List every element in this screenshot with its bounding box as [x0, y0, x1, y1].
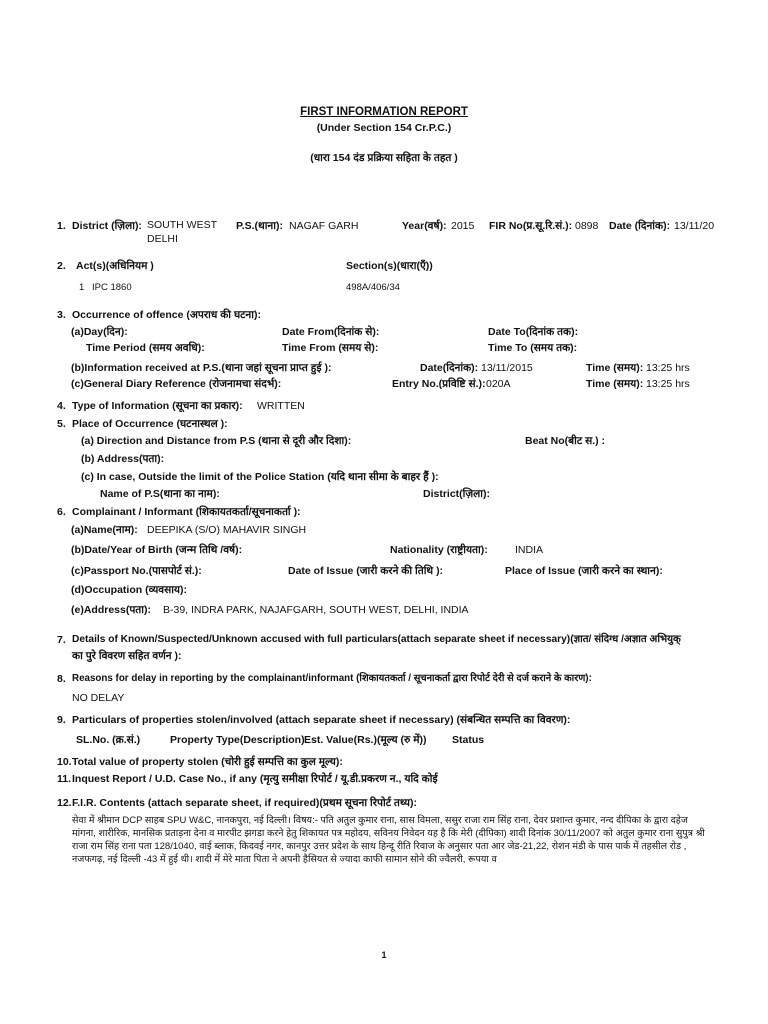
acts-label: Act(s)(अधिनियम ) [76, 260, 154, 272]
document-subtitle-hindi: (धारा 154 दंड प्रक्रिया सहिता के तहत ) [310, 152, 458, 164]
info-type-label: Type of Information (सूचना का प्रकार): [72, 400, 243, 412]
info-date-label: Date(दिनांक): [420, 362, 479, 374]
gd-reference-label: (c)General Diary Reference (रोजनामचा संदर्भ): [71, 378, 282, 390]
entry-number-value: 020A [486, 378, 511, 390]
delay-reason-value: NO DELAY [72, 692, 125, 704]
time-period-label: Time Period (समय अवधि): [86, 342, 205, 354]
section-3-number: 3. [57, 309, 66, 321]
year-label: Year(वर्ष): [402, 220, 447, 232]
fir-contents-text: सेवा में श्रीमान DCP साहब SPU W&C, नानकपुरा, नई दिल्ली। विषय:- पति अतुल कुमार राना, सास विमला, ससुर राजा राम सिंह राना, देवर प्रशान्त कुमार, नन्द दीपिका के द्वारा दहेज मांगना, शारीरिक, मानसिक प्रताड़ना देना व मारपीट झगडा करने हेतु शिकायत पत्र महोदय, सविनय निवेदन यह है कि मेरी (दीपिका) शादी दिनांक 30/11/2007 को अतुल कुमार राना सुपुत्र श्री राजा राम सिंह राना पता 128/1040, वाई ब्लाक, किदवई नगर, कानपुर उत्तर प्रदेश के साथ हिन्दू रीति रिवाज के अनुसार पता आर जेड-21,22, रोशन मंडी के पास पार्क में तहसील रोड , नजफगढ़, नई दिल्ली -43 में हुई थी। शादी में मेरे माता पिता ने अपनी हैसियत से ज्यादा काफी सामान सोने की ज्वैलरी, रूपया व [72, 815, 705, 865]
nationality-label: Nationality (राष्ट्रीयता): [390, 544, 488, 556]
info-time-value: 13:25 hrs [646, 362, 690, 374]
complainant-name-value: DEEPIKA (S/O) MAHAVIR SINGH [147, 524, 307, 536]
district-value-line1: SOUTH WEST [147, 219, 217, 231]
time-to-label: Time To (समय तक): [488, 342, 578, 354]
section-1-number: 1. [57, 220, 66, 232]
entry-number-label: Entry No.(प्रविष्टि सं.): [392, 378, 486, 390]
property-col-value: Est. Value(Rs.)(मूल्य (रु में)) [304, 734, 427, 746]
info-time-label: Time (समय): [586, 362, 644, 374]
occurrence-title: Occurrence of offence (अपराध की घटना): [72, 309, 261, 321]
complainant-name-label: (a)Name(नाम): [71, 524, 138, 536]
fir-number-value: 0898 [575, 220, 599, 232]
date-from-label: Date From(दिनांक से): [282, 326, 380, 338]
fir-number-label: FIR No(प्र.सू.रि.सं.): [489, 220, 573, 232]
passport-label: (c)Passport No.(पासपोर्ट सं.): [71, 565, 202, 577]
sections-label: Section(s)(धारा(एँ)) [346, 260, 433, 272]
section-7-number: 7. [57, 634, 66, 646]
section-12-number: 12. [57, 797, 72, 809]
issue-place-label: Place of Issue (जारी करने का स्थान): [505, 565, 663, 577]
inquest-report-label: Inquest Report / U.D. Case No., if any (मृत्यु समीक्षा रिपोर्ट / यू.डी.प्रकरण न., यदि कोई [72, 773, 438, 785]
fir-date-value: 13/11/20 [674, 220, 715, 232]
info-received-label: (b)Information received at P.S.(थाना जहां सूचना प्राप्त हुई ): [71, 362, 332, 374]
total-value-stolen-label: Total value of property stolen (चोरी हुई सम्पत्ति का कुल मूल्य): [72, 756, 343, 768]
nationality-value: INDIA [515, 544, 544, 556]
place-of-occurrence-title: Place of Occurrence (घटनास्थल ): [72, 418, 228, 430]
year-value: 2015 [451, 220, 475, 232]
ps-label: P.S.(थाना): [236, 220, 283, 232]
properties-label: Particulars of properties stolen/involved (attach separate sheet if necessary) (संबन्धित सम्पत्ति का विवरण): [72, 714, 571, 726]
info-type-value: WRITTEN [257, 400, 305, 412]
section-11-number: 11. [57, 773, 72, 785]
document-title: FIRST INFORMATION REPORT [300, 106, 468, 118]
occupation-label: (d)Occupation (व्यवसाय): [71, 584, 187, 596]
dob-label: (b)Date/Year of Birth (जन्म तिथि /वर्ष): [71, 544, 243, 556]
sections-value: 498A/406/34 [346, 282, 400, 293]
complainant-address-label: (e)Address(पता): [71, 604, 152, 616]
accused-details-label-line2: का पुरे विवरण सहित वर्णन ): [72, 650, 182, 662]
occurrence-address-label: (b) Address(पता): [81, 453, 165, 465]
section-10-number: 10. [57, 756, 72, 768]
gd-time-value: 13:25 hrs [646, 378, 690, 390]
section-2-number: 2. [57, 260, 66, 272]
outside-limit-label: (c) In case, Outside the limit of the Police Station (यदि थाना सीमा के बाहर हैं ): [81, 471, 439, 483]
ps-value: NAGAF GARH [289, 220, 359, 232]
direction-distance-label: (a) Direction and Distance from P.S (थाना से दूरी और दिशा): [81, 435, 352, 447]
time-from-label: Time From (समय से): [282, 342, 379, 354]
section-8-number: 8. [57, 673, 66, 685]
document-subtitle: (Under Section 154 Cr.P.C.) [316, 122, 452, 134]
beat-number-label: Beat No(बीट स.) : [525, 435, 606, 447]
accused-details-label-line1: Details of Known/Suspected/Unknown accused with full particulars(attach separate sheet if necessary)(ज्ञात/ संदिग्ध /अज्ञात अभियुक् [72, 634, 681, 645]
page-number: 1 [381, 950, 387, 960]
delay-reason-label: Reasons for delay in reporting by the complainant/informant (शिकायतकर्ता / सूचनाकर्ता द्वारा रिपोर्ट देरी से दर्ज कराने के कारण): [72, 673, 592, 684]
property-col-status: Status [452, 734, 485, 746]
day-label: (a)Day(दिन): [71, 326, 128, 338]
fir-contents-label: F.I.R. Contents (attach separate sheet, if required)(प्रथम सूचना रिपोर्ट तथ्य): [72, 797, 418, 809]
section-9-number: 9. [57, 714, 66, 726]
property-col-slno: SL.No. (क्र.सं.) [76, 734, 141, 746]
district-value-line2: DELHI [147, 233, 178, 245]
section-5-number: 5. [57, 418, 66, 430]
act-value: IPC 1860 [92, 282, 132, 293]
act-row-number: 1 [79, 282, 85, 293]
section-6-number: 6. [57, 506, 66, 518]
fir-date-label: Date (दिनांक): [609, 220, 671, 232]
gd-time-label: Time (समय): [586, 378, 644, 390]
info-date-value: 13/11/2015 [481, 362, 533, 374]
property-col-type: Property Type(Description) [170, 734, 305, 746]
date-to-label: Date To(दिनांक तक): [488, 326, 579, 338]
ps-name-label: Name of P.S(थाना का नाम): [100, 488, 220, 500]
section-4-number: 4. [57, 400, 66, 412]
district-label: District (ज़िला): [72, 220, 142, 232]
outside-district-label: District(ज़िला): [423, 488, 491, 500]
complainant-title: Complainant / Informant (शिकायतकर्ता/सूचनाकर्ता ): [72, 506, 301, 518]
complainant-address-value: B-39, INDRA PARK, NAJAFGARH, SOUTH WEST, DELHI, INDIA [163, 604, 469, 616]
issue-date-label: Date of Issue (जारी करने की तिथि ): [288, 565, 444, 577]
